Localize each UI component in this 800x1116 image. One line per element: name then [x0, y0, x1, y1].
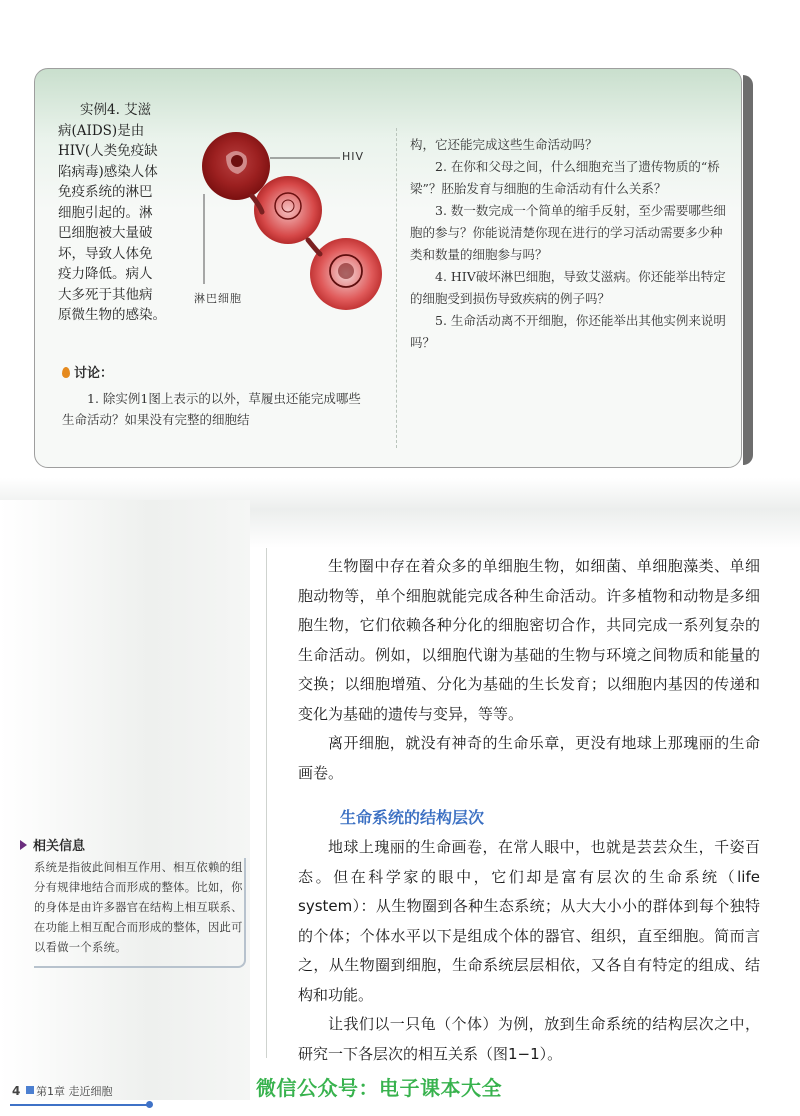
discussion-heading [62, 362, 113, 381]
footer-line [10, 1104, 150, 1106]
case-line: 大多死于其他病 [58, 286, 153, 303]
paragraph-3: 地球上瑰丽的生命画卷，在常人眼中，也就是芸芸众生，千姿百态。但在科学家的眼中，它们却是富有层次的生命系统（life system）：从生物圈到各种生态系统；从大大小小的群体到每个独特的个体；个体水平以下是组成个体的器官、组织，直至细胞。简而言之，从生物圈到细胞，生命系统层层相依，又各自有特定的组成、结构和功能。 [298, 838, 760, 1004]
lymphocyte-cell-2 [254, 176, 322, 244]
case-line [58, 100, 186, 121]
case-line: 疫力降低。病人 [58, 266, 153, 282]
discussion-label: 讨论： [74, 366, 114, 381]
hiv-label: HIV [342, 150, 365, 163]
discussion-question-1: 1. 除实例1图上表示的以外，草履虫还能完成哪些生命活动？如果没有完整的细胞结 [62, 391, 361, 427]
case-line: HIV(人类免疫缺 [58, 143, 158, 159]
chapter-title: 第1章 走近细胞 [36, 1085, 113, 1098]
case-line: 免疫系统的淋巴 [58, 184, 153, 200]
discussion-right-column [410, 134, 730, 354]
case-line: 巴细胞被大量破 [58, 225, 153, 241]
case-text [58, 100, 186, 326]
page-footer [0, 1072, 800, 1116]
droplet-icon [62, 367, 70, 378]
case-line: 原微生物的感染。 [58, 307, 166, 323]
main-column-rule [266, 548, 267, 1058]
case-box-rim [743, 75, 753, 465]
related-info-title-text: 相关信息 [33, 839, 86, 854]
case-line: 病(AIDS)是由 [58, 122, 145, 139]
discussion-question-1-continued: 构，它还能完成这些生命活动吗？ [410, 137, 598, 152]
column-divider [396, 128, 397, 448]
case-line: 细胞引起的。淋 [58, 204, 153, 221]
related-info-box [14, 835, 246, 1003]
chapter-marker-icon [26, 1086, 34, 1094]
page-number: 4 [12, 1084, 21, 1098]
paragraph-1: 生物圈中存在着众多的单细胞生物，如细菌、单细胞藻类、单细胞动物等，单个细胞就能完成各种生命活动。许多植物和动物是多细胞生物，它们依赖各种分化的细胞密切合作，共同完成一系列复杂的生命活动。例如，以细胞代谢为基础的生物与环境之间物质和能量的交换；以细胞增殖、分化为基础的生长发育；以细胞内基因的传递和变化为基础的遗传与变异，等等。 [298, 557, 760, 723]
paragraph-2: 离开细胞，就没有神奇的生命乐章，更没有地球上那瑰丽的生命画卷。 [298, 734, 760, 782]
discussion-question-4: 4. HIV破坏淋巴细胞，导致艾滋病。你还能举出特定的细胞受到损伤导致疾病的例子吗？ [410, 269, 726, 306]
case-line: 陷病毒)感染人体 [58, 163, 158, 180]
main-text-2 [298, 833, 760, 1069]
section-heading: 生命系统的结构层次 [340, 808, 485, 827]
paragraph-4: 让我们以一只龟（个体）为例，放到生命系统的结构层次之中，研究一下各层次的相互关系（图1−1）。 [298, 1015, 760, 1063]
case-line: 坏，导致人体免 [58, 245, 153, 262]
related-info-body: 系统是指彼此间相互作用、相互依赖的组分有规律地结合而形成的整体。比如，你的身体是由许多器官在结构上相互联系、在功能上相互配合而形成的整体，因此可以看做一个系统。 [34, 858, 246, 968]
related-info-title [20, 835, 246, 854]
lymphocyte-figure [190, 128, 390, 318]
discussion-question-2: 2. 在你和父母之间，什么细胞充当了遗传物质的“桥梁”？胚胎发育与细胞的生命活动有什么关系？ [410, 159, 720, 196]
case-line-text: 实例4. 艾滋 [80, 102, 152, 118]
footer-dot [146, 1101, 153, 1108]
watermark-text: 微信公众号：电子课本大全 [256, 1076, 502, 1100]
sidebar-shade [0, 500, 250, 1100]
triangle-bullet-icon [20, 840, 27, 850]
discussion-question-3: 3. 数一数完成一个简单的缩手反射，至少需要哪些细胞的参与？你能说清楚你现在进行的学习活动需要多少种类和数量的细胞参与吗？ [410, 203, 726, 262]
lymphocyte-label: 淋巴细胞 [194, 292, 242, 305]
main-text [298, 552, 760, 788]
discussion-question-5: 5. 生命活动离不开细胞，你还能举出其他实例来说明吗？ [410, 313, 726, 350]
